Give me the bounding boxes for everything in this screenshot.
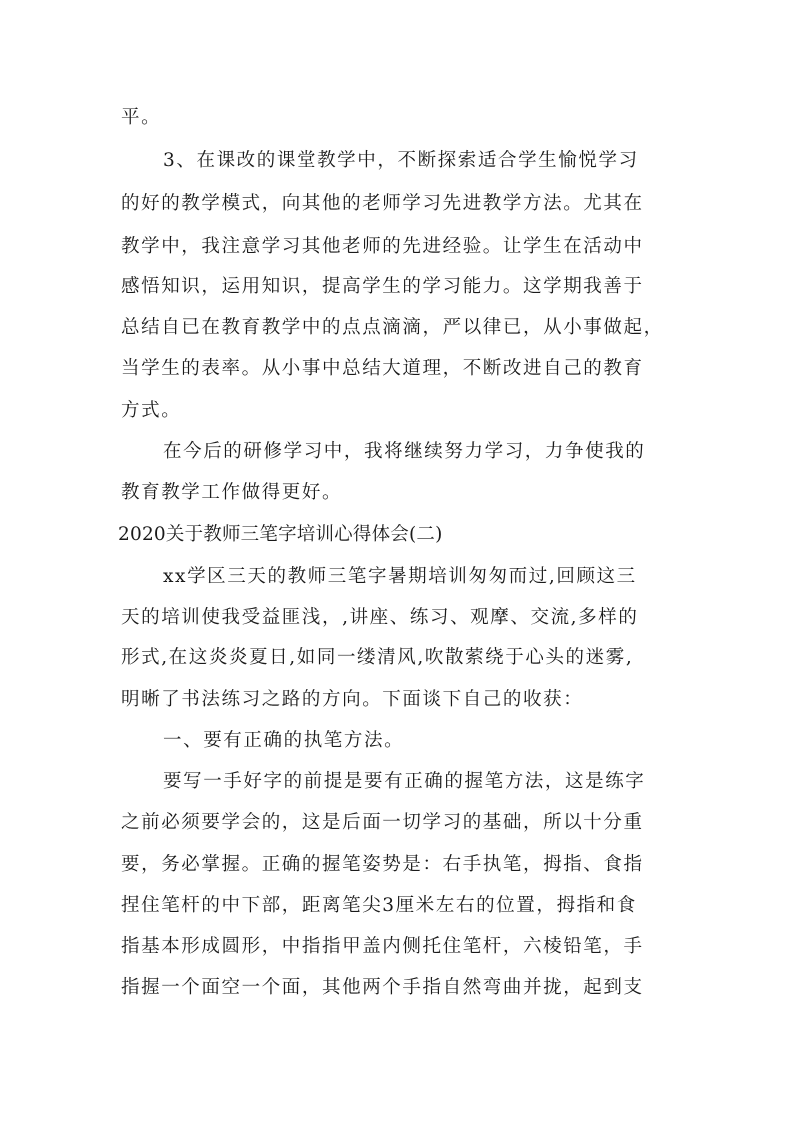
body-line: 当学生的表率。从小事中总结大道理，不断改进自己的教育 xyxy=(121,358,644,379)
body-line: 感悟知识，运用知识，提高学生的学习能力。这学期我善于 xyxy=(121,276,644,297)
body-line: 形式,在这炎炎夏日,如同一缕清风,吹散萦绕于心头的迷雾, xyxy=(121,647,634,668)
body-line: 一、要有正确的执笔方法。 xyxy=(163,730,405,751)
body-line: 平。 xyxy=(121,107,162,128)
body-line: 捏住笔杆的中下部，距离笔尖3厘米左右的位置，拇指和食 xyxy=(121,895,637,916)
section-heading: 2020关于教师三笔字培训心得体会(二) xyxy=(118,524,443,545)
body-line: 3、在课改的课堂教学中，不断探索适合学生愉悦学习 xyxy=(163,150,639,171)
body-line: 明晰了书法练习之路的方向。下面谈下自己的收获： xyxy=(121,689,584,710)
body-line: 之前必须要学会的，这是后面一切学习的基础，所以十分重 xyxy=(121,812,644,833)
body-line: 总结自已在教育教学中的点点滴滴，严以律已，从小事做起， xyxy=(121,317,664,338)
body-line: 指握一个面空一个面，其他两个手指自然弯曲并拢，起到支 xyxy=(121,977,644,998)
body-line: 方式。 xyxy=(121,400,182,421)
body-line: 在今后的研修学习中，我将继续努力学习，力争使我的 xyxy=(163,441,646,462)
body-line: 教学中，我注意学习其他老师的先进经验。让学生在活动中 xyxy=(121,236,644,257)
body-line: 教育教学工作做得更好。 xyxy=(121,482,343,503)
body-line: xx学区三天的教师三笔字暑期培训匆匆而过,回顾这三 xyxy=(163,566,637,587)
body-line: 天的培训使我受益匪浅，,讲座、练习、观摩、交流,多样的 xyxy=(121,607,639,628)
body-line: 指基本形成圆形，中指指甲盖内侧托住笔杆，六棱铅笔，手 xyxy=(121,936,644,957)
body-line: 要，务必掌握。正确的握笔姿势是：右手执笔，拇指、食指 xyxy=(121,854,644,875)
body-line: 的好的教学模式，向其他的老师学习先进教学方法。尤其在 xyxy=(121,193,644,214)
body-line: 要写一手好字的前提是要有正确的握笔方法，这是练字 xyxy=(163,771,646,792)
